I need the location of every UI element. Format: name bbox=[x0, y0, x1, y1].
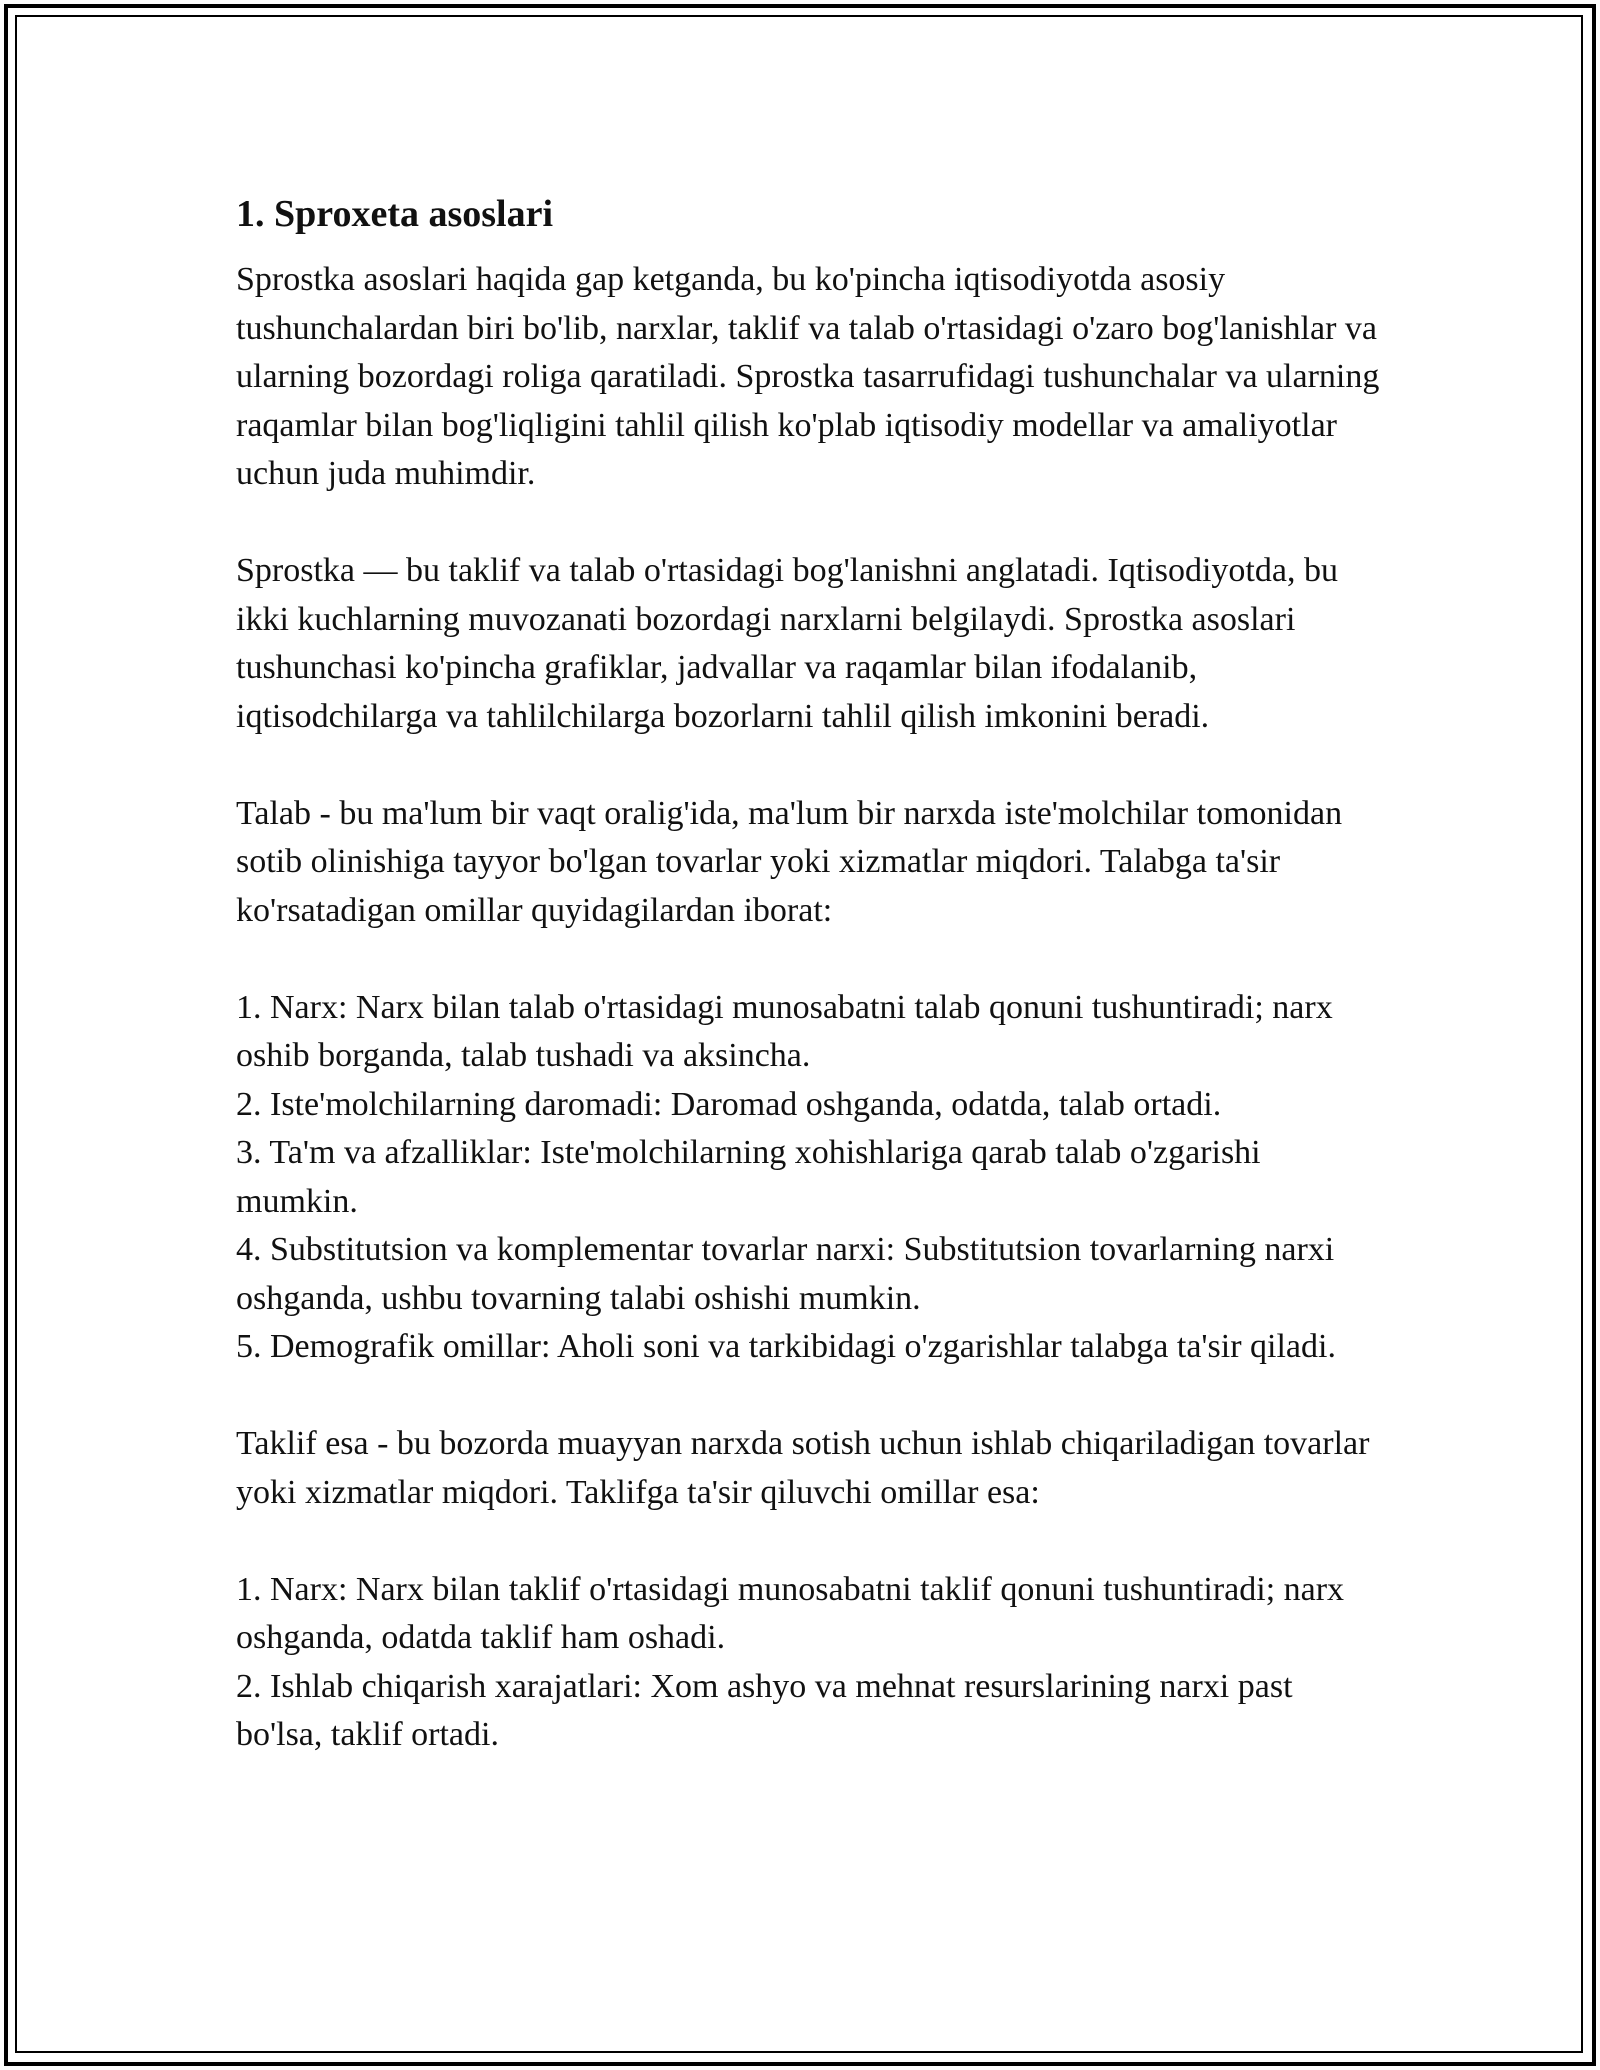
paragraph-spacer bbox=[236, 1372, 1386, 1421]
paragraph-spacer bbox=[236, 1517, 1386, 1566]
paragraph-spacer bbox=[236, 499, 1386, 548]
intro-paragraph-1: Sprostka asoslari haqida gap ketganda, bu ko'pincha iqtisodiyotda asosiy tushunchalardan biri bo'lib, narxlar, taklif va talab o'rtasidagi o'zaro bog'lanishlar va ularning bozordagi roliga qaratiladi. Sprostka tasarrufidagi tushunchalar va ularning raqamlar bilan bog'liqligini tahlil qilish ko'plab iqtisodiy modellar va amaliyotlar uchun juda muhimdir. bbox=[236, 261, 1380, 492]
supply-factors-list bbox=[236, 1566, 1386, 1760]
page-title: 1. Sproxeta asoslari bbox=[236, 193, 554, 235]
supply-factor-item: 1. Narx: Narx bilan taklif o'rtasidagi munosabatni taklif qonuni tushuntiradi; narx oshganda, odatda taklif ham oshadi. bbox=[236, 1570, 1345, 1656]
demand-factor-item: 2. Iste'molchilarning daromadi: Daromad oshganda, odatda, talab ortadi. bbox=[236, 1085, 1222, 1123]
paragraph-spacer bbox=[236, 741, 1386, 790]
demand-factor-item: 1. Narx: Narx bilan talab o'rtasidagi munosabatni talab qonuni tushuntiradi; narx oshib borganda, talab tushadi va aksincha. bbox=[236, 988, 1333, 1074]
demand-factors-list bbox=[236, 984, 1386, 1372]
supply-intro: Taklif esa - bu bozorda muayyan narxda sotish uchun ishlab chiqariladigan tovarlar yoki xizmatlar miqdori. Taklifga ta'sir qiluvchi omillar esa: bbox=[236, 1425, 1370, 1511]
demand-factor-item: 5. Demografik omillar: Aholi soni va tarkibidagi o'zgarishlar talabga ta'sir qiladi. bbox=[236, 1328, 1336, 1365]
demand-factor-item: 3. Ta'm va afzalliklar: Iste'molchilarning xohishlariga qarab talab o'zgarishi mumkin. bbox=[236, 1134, 1261, 1220]
demand-intro: Talab - bu ma'lum bir vaqt oralig'ida, ma'lum bir narxda iste'molchilar tomonidan sotib olinishiga tayyor bo'lgan tovarlar yoki xizmatlar miqdori. Talabga ta'sir ko'rsatadigan omillar quyidagilardan iborat: bbox=[236, 794, 1343, 929]
intro-paragraph-2: Sprostka — bu taklif va talab o'rtasidagi bog'lanishni anglatadi. Iqtisodiyotda, bu ikki kuchlarning muvozanati bozordagi narxlarni belgilaydi. Sprostka asoslari tushunchasi ko'pincha grafiklar, jadvallar va raqamlar bilan ifodalanib, iqtisodchilarga va tahlilchilarga bozorlarni tahlil qilish imkonini beradi. bbox=[236, 552, 1338, 735]
demand-factor-item: 4. Substitutsion va komplementar tovarlar narxi: Substitutsion tovarlarning narxi oshganda, ushbu tovarning talabi oshishi mumkin. bbox=[236, 1231, 1335, 1317]
document-body bbox=[236, 186, 1386, 1760]
supply-factor-item: 2. Ishlab chiqarish xarajatlari: Xom ashyo va mehnat resurslarining narxi past bo'lsa, taklif ortadi. bbox=[236, 1667, 1293, 1753]
paragraph-spacer bbox=[236, 935, 1386, 984]
